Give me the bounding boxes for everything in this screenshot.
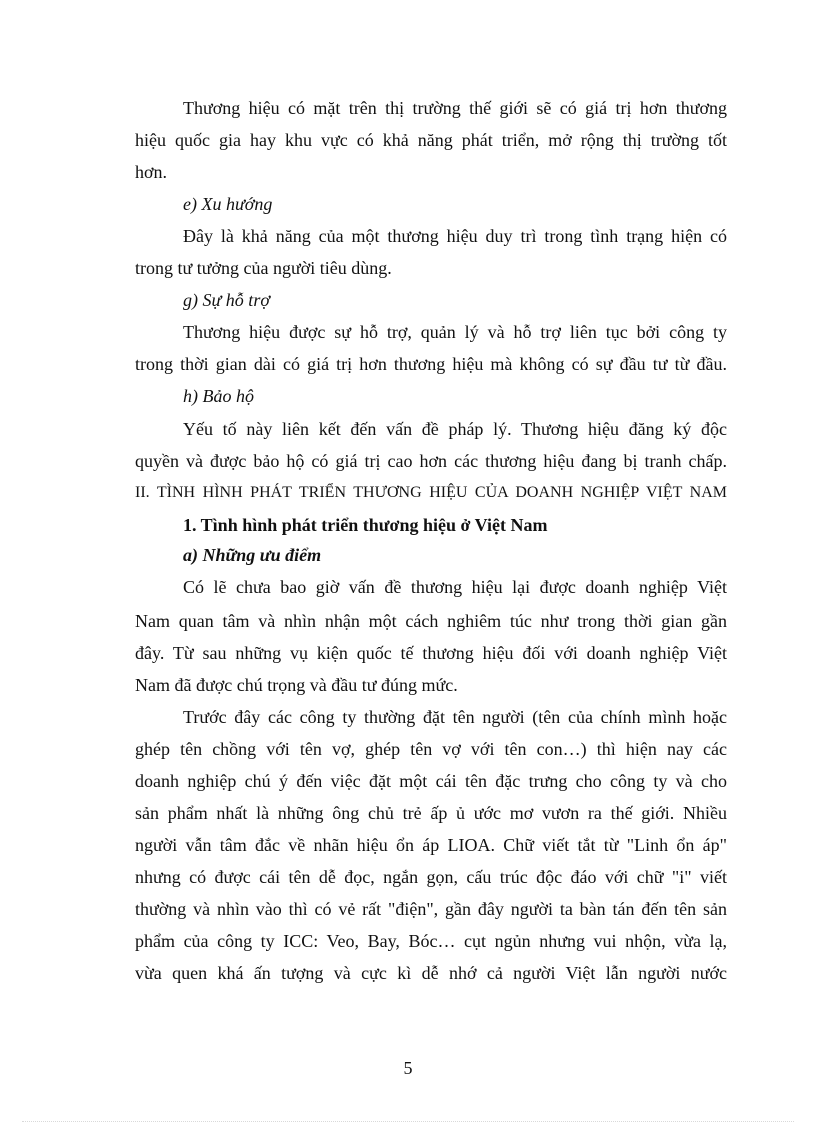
paragraph-line: vừa quen khá ấn tượng và cực kì dễ nhớ cả người Việt lẫn người nước [135,963,727,983]
paragraph-line: thường và nhìn vào thì có vẻ rất "điện", gần đây người ta bàn tán đến tên sản [135,899,727,919]
paragraph-line: Nam đã được chú trọng và đầu tư đúng mức. [135,675,458,695]
paragraph-line: hiệu quốc gia hay khu vực có khả năng phát triển, mở rộng thị trường tốt [135,130,727,150]
section-heading: II. TÌNH HÌNH PHÁT TRIỂN THƯƠNG HIỆU CỦA DOANH NGHIỆP VIỆT NAM [135,484,727,501]
paragraph-line: đây. Từ sau những vụ kiện quốc tế thương hiệu đối với doanh nghiệp Việt [135,643,727,663]
paragraph-line: trong thời gian dài có giá trị hơn thương hiệu mà không có sự đầu tư từ đầu. [135,354,727,374]
paragraph-line: Đây là khả năng của một thương hiệu duy trì trong tình trạng hiện có [183,226,727,246]
paragraph-line: Thương hiệu được sự hỗ trợ, quản lý và hỗ trợ liên tục bởi công ty [183,322,727,342]
paragraph-line: Trước đây các công ty thường đặt tên người (tên của chính mình hoặc [183,707,727,727]
paragraph-line: Thương hiệu có mặt trên thị trường thế giới sẽ có giá trị hơn thương [183,98,727,118]
paragraph-line: người vẫn tâm đắc về nhãn hiệu ổn áp LIOA. Chữ viết tắt từ "Linh ổn áp" [135,835,727,855]
paragraph-line: ghép tên chồng với tên vợ, ghép tên vợ với tên con…) thì hiện nay các [135,739,727,759]
paragraph-line: doanh nghiệp chú ý đến việc đặt một cái tên đặc trưng cho công ty và cho [135,771,727,791]
paragraph-line: trong tư tưởng của người tiêu dùng. [135,258,392,278]
subsection-heading: h) Bảo hộ [183,386,254,406]
paragraph-line: sản phẩm nhất là những ông chủ trẻ ấp ủ ước mơ vươn ra thế giới. Nhiều [135,803,727,823]
subsection-heading: g) Sự hỗ trợ [183,290,270,310]
paragraph-line: Có lẽ chưa bao giờ vấn đề thương hiệu lại được doanh nghiệp Việt [183,577,727,597]
subsection-heading: e) Xu hướng [183,194,273,214]
paragraph-line: Yếu tố này liên kết đến vấn đề pháp lý. Thương hiệu đăng ký độc [183,419,727,439]
paragraph-line: hơn. [135,162,168,182]
paragraph-line: nhưng có được cái tên dễ đọc, ngắn gọn, cấu trúc độc đáo với chữ "i" viết [135,867,727,887]
paragraph-line: Nam quan tâm và nhìn nhận một cách nghiêm túc như trong thời gian gần [135,611,727,631]
subsection-heading: a) Những ưu điểm [183,545,322,565]
page-number: 5 [403,1058,413,1078]
page-bottom-border [22,1121,794,1122]
subsection-title: 1. Tình hình phát triển thương hiệu ở Việt Nam [183,515,548,535]
paragraph-line: quyền và được bảo hộ có giá trị cao hơn các thương hiệu đang bị tranh chấp. [135,451,727,471]
paragraph-line: phẩm của công ty ICC: Veo, Bay, Bóc… cụt ngủn nhưng vui nhộn, vừa lạ, [135,931,727,951]
